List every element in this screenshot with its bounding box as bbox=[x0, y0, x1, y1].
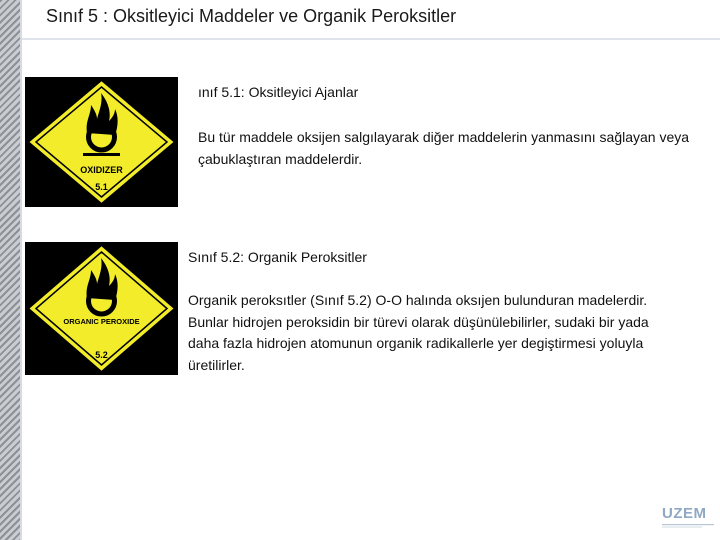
side-strip-edge bbox=[20, 0, 22, 540]
oxidizer-diamond-icon bbox=[25, 77, 178, 207]
organic-peroxide-diamond-icon bbox=[25, 242, 178, 375]
oxidizer-label-text: OXIDIZER bbox=[80, 165, 123, 175]
organic-peroxide-class-number: 5.2 bbox=[95, 350, 108, 360]
section-heading-organic-peroxides: Sınıf 5.2: Organik Peroksitler bbox=[188, 249, 367, 265]
title-divider bbox=[22, 38, 720, 40]
organic-peroxide-hazard-label bbox=[25, 242, 178, 375]
section-paragraph-oxidizers: Bu tür maddele oksijen salgılayarak diğer maddelerin yanmasını sağlayan veya çabuklaştıran maddelerdir. bbox=[198, 129, 690, 167]
organic-peroxide-label-text: ORGANIC PEROXIDE bbox=[63, 317, 140, 326]
section-paragraph-organic-peroxides: Organik peroksıtler (Sınıf 5.2) O-O halında oksıjen bulunduran madelerdir. Bunlar hidrojen peroksidin bir türevi olarak düşünülebilirler, sudaki bir yada daha fazla hidrojen atomunun organik radikallerle yer degiştirmesi yoluyla üretilirler. bbox=[188, 292, 649, 373]
decorative-side-strip bbox=[0, 0, 20, 540]
uzem-logo-underline-icon bbox=[662, 523, 714, 529]
oxidizer-hazard-label bbox=[25, 77, 178, 207]
uzem-logo-text: UZEM bbox=[662, 505, 707, 522]
uzem-logo-subtitle-mark bbox=[662, 523, 716, 530]
slide-title: Sınıf 5 : Oksitleyici Maddeler ve Organik Peroksitler bbox=[46, 6, 457, 26]
section-heading-oxidizers: ınıf 5.1: Oksitleyici Ajanlar bbox=[198, 84, 359, 100]
oxidizer-class-number: 5.1 bbox=[95, 182, 108, 192]
uzem-logo bbox=[662, 505, 716, 535]
